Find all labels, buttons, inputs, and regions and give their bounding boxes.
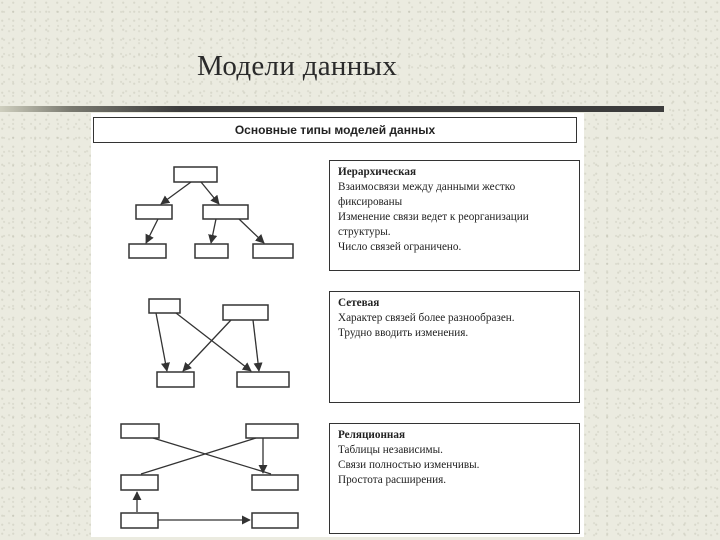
rel-table-bottom-right bbox=[252, 513, 298, 528]
net-node-top-right bbox=[223, 305, 268, 320]
network-description bbox=[329, 291, 580, 403]
hier-arrow bbox=[146, 219, 158, 243]
relational-description bbox=[329, 423, 580, 534]
hierarchical-diagram bbox=[129, 167, 293, 258]
net-arrow bbox=[253, 320, 259, 371]
slide-title: Модели данных bbox=[197, 50, 398, 82]
rel-link bbox=[153, 438, 271, 474]
model-property: Простота расширения. bbox=[338, 474, 447, 486]
model-property: Изменение связи ведет к реорганизации структуры. bbox=[338, 211, 529, 238]
hier-child-node-left bbox=[136, 205, 172, 219]
model-title: Реляционная bbox=[338, 429, 406, 441]
model-property: Таблицы независимы. bbox=[338, 444, 443, 456]
hier-arrow bbox=[201, 182, 219, 204]
hier-leaf-node-1 bbox=[129, 244, 166, 258]
rel-table-bottom-left bbox=[121, 513, 158, 528]
network-diagram bbox=[149, 299, 289, 387]
hier-child-node-right bbox=[203, 205, 248, 219]
model-property: Число связей ограничено. bbox=[338, 241, 462, 253]
model-title: Сетевая bbox=[338, 297, 380, 309]
net-node-bottom-left bbox=[157, 372, 194, 387]
hier-arrow bbox=[239, 219, 264, 243]
model-property: Связи полностью изменчивы. bbox=[338, 459, 480, 471]
data-models-figure bbox=[91, 113, 584, 537]
model-property: Взаимосвязи между данными жестко фиксированы bbox=[338, 181, 516, 208]
rel-link bbox=[141, 438, 256, 474]
rel-table-mid-left bbox=[121, 475, 158, 490]
hier-arrow bbox=[161, 182, 191, 204]
model-property: Трудно вводить изменения. bbox=[338, 327, 469, 339]
net-arrow bbox=[183, 320, 231, 371]
relational-diagram bbox=[121, 424, 298, 528]
rel-table-top-left bbox=[121, 424, 159, 438]
hierarchical-description bbox=[329, 160, 580, 271]
hier-leaf-node-3 bbox=[253, 244, 293, 258]
hier-arrow bbox=[211, 219, 216, 243]
rel-table-top-right bbox=[246, 424, 298, 438]
hier-root-node bbox=[174, 167, 217, 182]
net-node-top-left bbox=[149, 299, 180, 313]
figure-header: Основные типы моделей данных bbox=[93, 117, 577, 143]
net-arrow bbox=[176, 313, 251, 371]
hier-leaf-node-2 bbox=[195, 244, 228, 258]
model-property: Характер связей более разнообразен. bbox=[338, 312, 515, 324]
model-title: Иерархическая bbox=[338, 166, 417, 178]
title-divider bbox=[0, 106, 664, 112]
rel-table-mid-right bbox=[252, 475, 298, 490]
net-arrow bbox=[156, 313, 167, 371]
net-node-bottom-right bbox=[237, 372, 289, 387]
